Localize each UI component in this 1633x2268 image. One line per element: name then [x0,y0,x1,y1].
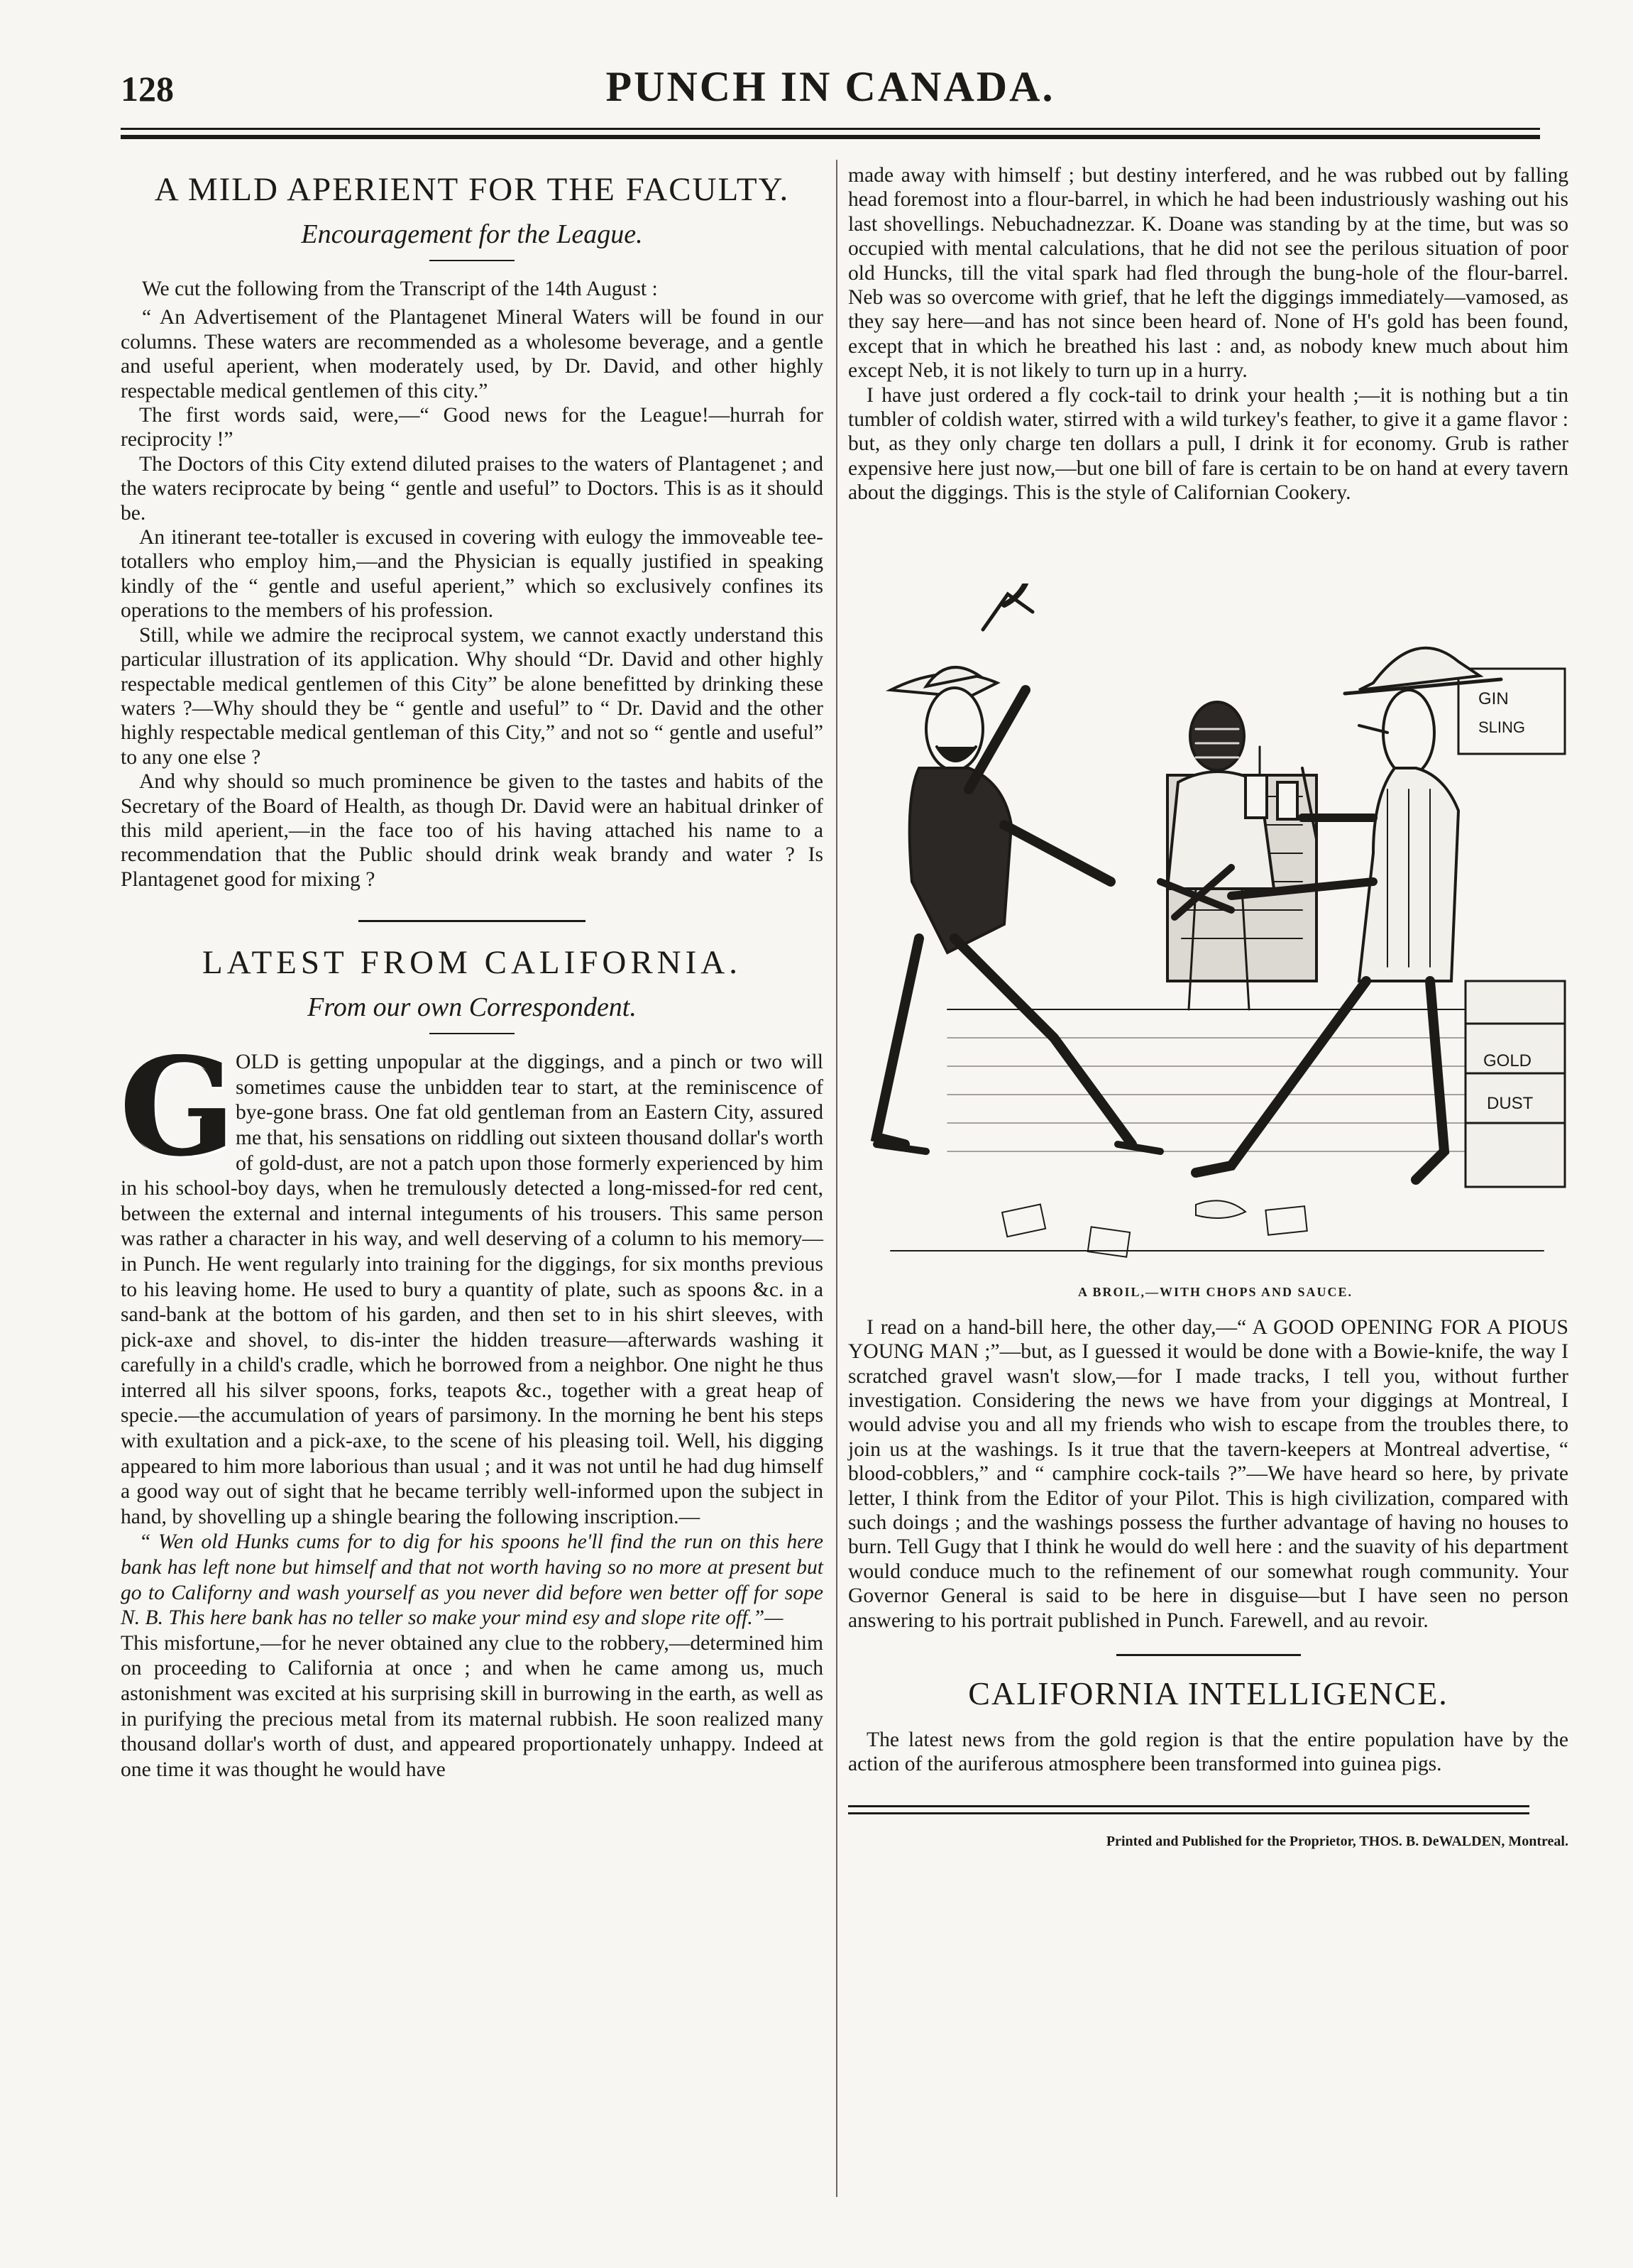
cartoon-drawing [862,584,1572,1265]
article-paragraph: The Doctors of this City extend diluted praises to the waters of Plantagenet ; and the waters reciprocate by being “ gentle and useful” to Doctors. This is as it should be. [121,452,823,525]
inscription-quote: “ Wen old Hunks cums for to dig for his spoons he'll find the run on this here bank has left none but himself and that not worth having so no more at present but go to Californy and wash yourself as you never did before wen better off for sope N. B. This here bank has no teller so make your mind esy and slope rite off.”— [121,1530,823,1630]
article-headline: A MILD APERIENT FOR THE FACULTY. [154,171,790,208]
footer-rule-top [848,1805,1529,1807]
article-paragraph: Still, while we admire the reciprocal system, we cannot exactly understand this particular illustration of its application. Why should “Dr. David and other highly respectable medical gentlemen of this City” be alone benefitted by drinking these waters ?—Why should they be “ gentle and useful” to “ Dr. David and the other highly respectable medical gentleman of this City,” and not so “ gentle and useful” to any one else ? [121,623,823,769]
article-intro: We cut the following from the Transcript of the 14th August : [142,278,658,300]
short-rule [429,260,515,261]
article-paragraph: And why should so much prominence be given to the tastes and habits of the Secretary of the Board of Health, as though Dr. David were an habitual drinker of this mild aperient,—in the face too of his having attached his name to a recommendation that the Public should drink weak brandy and water ? Is Plantagenet good for mixing ? [121,770,823,891]
cartoon-illustration [862,584,1572,1265]
article-headline: CALIFORNIA INTELLIGENCE. [968,1675,1448,1711]
barrel-label-dust: DUST [1487,1093,1534,1113]
illustration-caption: A BROIL,—WITH CHOPS AND SAUCE. [1077,1284,1353,1299]
short-rule [429,1033,515,1034]
right-column [848,163,1568,1850]
printer-imprint: Printed and Published for the Proprietor, THOS. B. DeWALDEN, Montreal. [1106,1833,1568,1849]
article-headline: LATEST FROM CALIFORNIA. [202,944,742,982]
article-paragraph: This misfortune,—for he never obtained any clue to the robbery,—determined him on proceeding to California at once ; and when he came among us, much astonishment was excited at his surprising skill in burrowing in the earth, as well as in purifying the precious metal from its maternal rubbish. He soon realized many thousand dollar's worth of dust, and appeared proportionately unhappy. Indeed at one time it was thought he would have [121,1631,823,1781]
article-paragraph: An itinerant tee-totaller is excused in covering with eulogy the immoveable tee-totallers who employ him,—and the Physician is equally justified in speaking kindly of the “ gentle and useful aperient,” which so exclusively confines its operations to the members of his profession. [121,526,823,623]
article-subhead: Encouragement for the League. [301,219,643,249]
article-paragraph: The latest news from the gold region is that the entire population have by the action of the auriferous atmosphere been transformed into guinea pigs. [848,1728,1568,1776]
section-rule [1116,1654,1301,1656]
footer-rule-bottom [848,1812,1529,1814]
drop-cap: G [121,1028,236,1187]
article-quote: “ An Advertisement of the Plantagenet Mineral Waters will be found in our columns. These waters are recommended as a wholesome beverage, and a gentle and useful aperient, when moderately used, by Dr. David, and other highly respectable medical gentlemen of this city.” [121,306,823,402]
article-paragraph: The first words said, were,—“ Good news for the League!—hurrah for reciprocity !” [121,404,823,451]
left-column [121,163,823,1782]
article-opening [121,1028,823,1530]
sign-sling: SLING [1478,718,1526,736]
paper-title: PUNCH IN CANADA. [605,63,1055,110]
article-paragraph: made away with himself ; but destiny interfered, and he was rubbed out by falling head foremost into a flour-barrel, in which he had been industriously washing out his last shovellings. Nebuchadnezzar. K. Doane was standing by at the time, but was so occupied with mental calculations, that he did not see the perilous situation of poor old Huncks, till the vital spark had fled through the bung-hole of the flour-barrel. Neb was so overcome with grief, that he left the diggings immediately—vamosed, as they say here—and has not since been heard of. None of H's gold has been found, except that in which he breathed his last : and, as nobody knew much about him except Neb, it is not likely to turn up in a hurry. [848,164,1568,383]
page-header [121,62,1540,119]
article-paragraph: OLD is getting unpopular at the diggings, and a pinch or two will sometimes cause the unbidden tear to start, at the reminiscence of bye-gone brass. One fat old gentleman from an Eastern City, assured me that, his sensations on riddling out sixteen thousand dollar's worth of gold-dust, are not a patch upon those formerly experienced by him in his school-boy days, when he tremulously detected a long-missed-for red cent, between the external and internal integuments of his trousers. This same person was rather a character in his way, and well deserving of a column to his memory—in Punch. He went regularly into training for the diggings, for six months previous to his leaving home. He used to bury a quantity of plate, such as spoons &c. in a sand-bank at the bottom of his garden, and then set to in his shirt sleeves, with pick-axe and shovel, to dis-inter the hidden treasure—afterwards washing it carefully in a child's cradle, which he borrowed from a neighbor. One night he thus interred all his silver spoons, forks, teapots &c., together with a great heap of specie.—the accumulation of years of parsimony. In the morning he bent his steps with exultation and a pick-axe, to the scene of his pleasing toil. Well, his digging appeared to him more laborious than usual ; and it was not until he had dug himself a good way out of sight that he became terribly well-informed upon the subject in hand, by shovelling up a shingle bearing the following inscription.— [121,1051,823,1528]
footer-rules [848,1801,1568,1829]
header-rule-bottom [121,135,1540,139]
barrel-label-gold: GOLD [1483,1051,1532,1070]
sign-gin: GIN [1478,689,1509,708]
article-paragraph: I read on a hand-bill here, the other day,—“ A GOOD OPENING FOR A PIOUS YOUNG MAN ;”—but, as I guessed it would be done with a Bowie-knife, the way I scratched gravel wasn't slow,—for I made tracks, I tell you, without further investigation. Considering the news we have from your diggings at Montreal, I would advise you and all my friends who wish to escape from the troubles there, to join us at the washings. Is it true that the tavern-keepers at Montreal advertise, “ blood-cobblers,” and “ camphire cock-tails ?”—We have heard so here, by private letter, I think from the Editor of your Pilot. This is high civilization, compared with such doings ; and the washings possess the further advantage of having no houses to burn. Tell Gugy that I think he would do well here : and the suavity of his department would conduce much to the refinement of our somewhat rough community. Your Governor General is said to be here in disguise—but I have seen no person answering to his portrait published in Punch. Farewell, and au revoir. [848,1315,1568,1632]
article-paragraph: I have just ordered a fly cock-tail to drink your health ;—it is nothing but a tin tumbler of coldish water, stirred with a wild turkey's feather, to give it a game flavor : but, as they only charge ten dollars a pull, I drink it for economy. Grub is rather expensive here just now,—but one bill of fare is certain to be on hand at every tavern about the diggings. This is the style of Californian Cookery. [848,383,1568,505]
header-rule-top [121,128,1540,130]
page-number: 128 [121,69,174,109]
section-rule [358,920,585,922]
column-divider [836,160,837,2197]
article-subhead: From our own Correspondent. [307,992,637,1023]
